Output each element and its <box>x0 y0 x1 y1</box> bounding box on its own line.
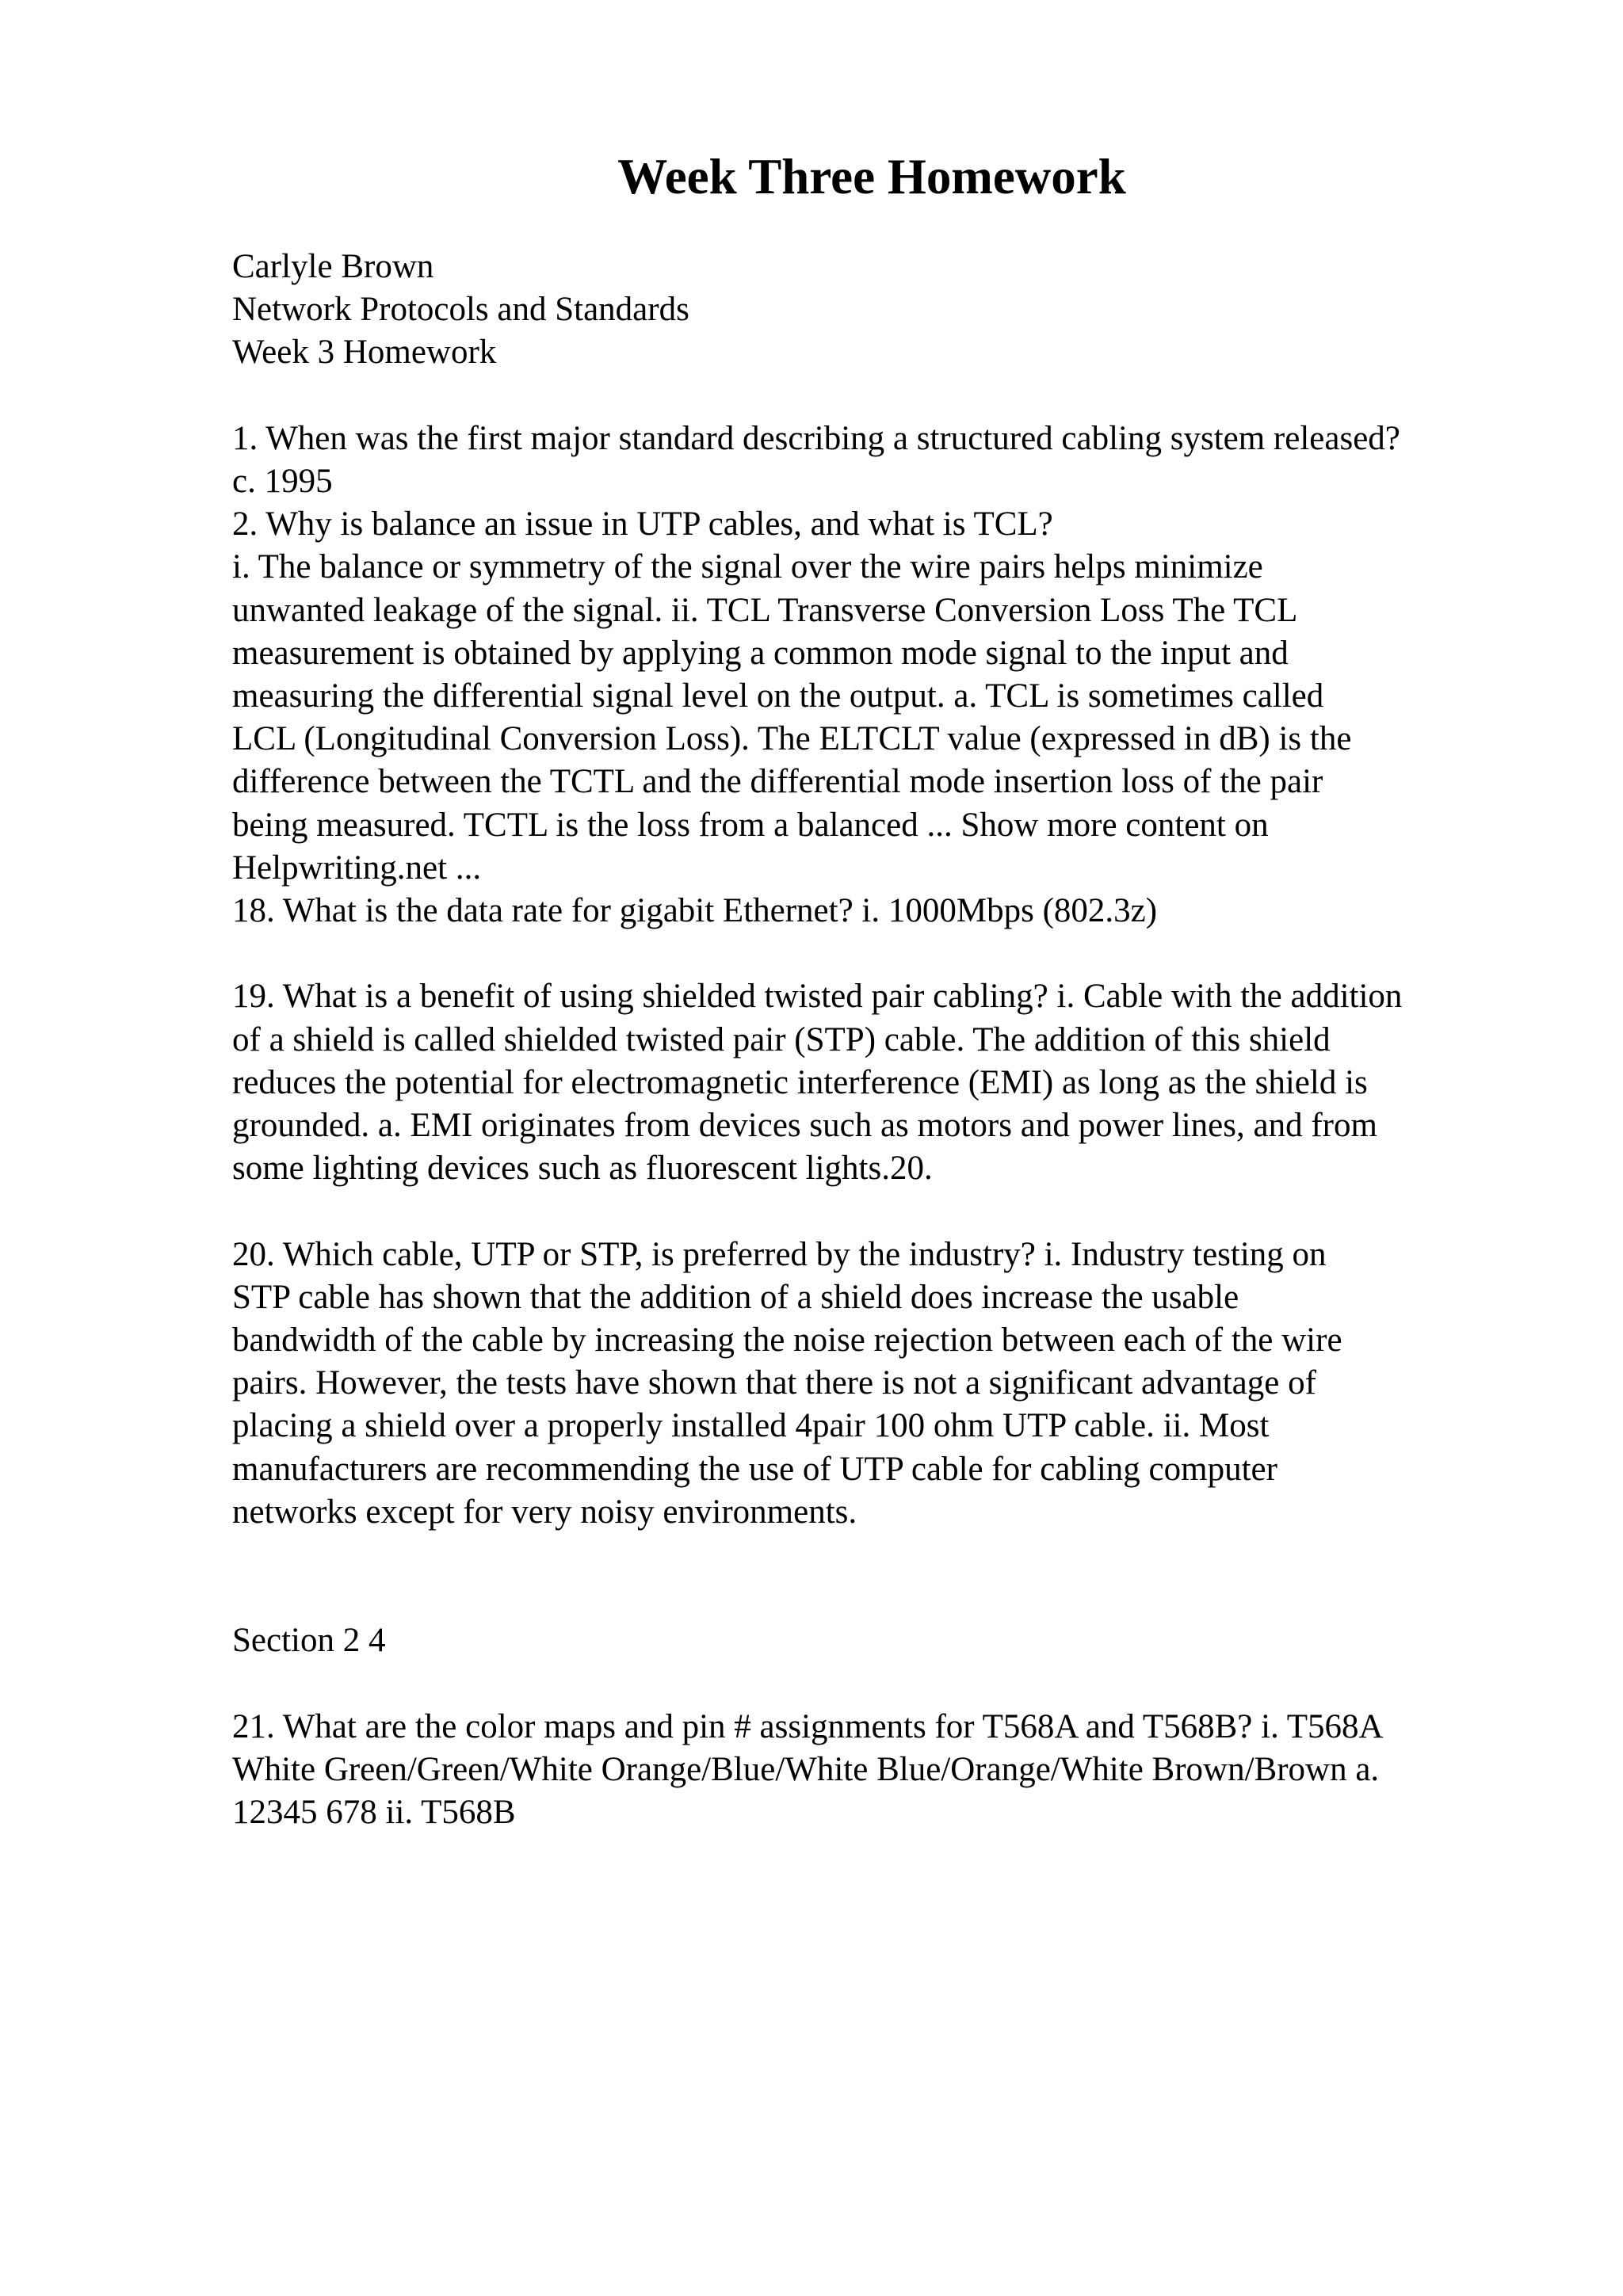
text-line: White Green/Green/White Orange/Blue/White Blue/Orange/White Brown/Brown a. <box>232 1751 1380 1789</box>
text-line: being measured. TCTL is the loss from a balanced ... Show more content on <box>232 806 1269 844</box>
text-line: some lighting devices such as fluorescent lights.20. <box>232 1150 933 1188</box>
text-line: Helpwriting.net ... <box>232 849 482 887</box>
text-line: bandwidth of the cable by increasing the noise rejection between each of the wire <box>232 1322 1342 1360</box>
text-line: 1. When was the first major standard describing a structured cabling system released? <box>232 419 1400 457</box>
text-line: difference between the TCTL and the differential mode insertion loss of the pair <box>232 763 1323 801</box>
text-line: placing a shield over a properly installed 4pair 100 ohm UTP cable. ii. Most <box>232 1407 1270 1445</box>
spacer <box>232 1190 1516 1233</box>
text-line: 19. What is a benefit of using shielded twisted pair cabling? i. Cable with the addition <box>232 978 1403 1016</box>
text-line: measuring the differential signal level on the output. a. TCL is sometimes called <box>232 677 1324 715</box>
text-line: 21. What are the color maps and pin # assignments for T568A and T568B? i. T568A <box>232 1707 1384 1745</box>
text-line: networks except for very noisy environments. <box>232 1493 857 1531</box>
spacer <box>232 1534 1516 1577</box>
text-line: pairs. However, the tests have shown that there is not a significant advantage of <box>232 1364 1316 1402</box>
text-line: measurement is obtained by applying a common mode signal to the input and <box>232 634 1289 672</box>
text-line: 12345 678 ii. T568B <box>232 1794 516 1832</box>
text-line: of a shield is called shielded twisted pair (STP) cable. The addition of this shield <box>232 1020 1331 1058</box>
document-title: Week Three Homework <box>617 149 1126 204</box>
text-line: 20. Which cable, UTP or STP, is preferred by the industry? i. Industry testing on <box>232 1235 1327 1273</box>
assignment-name: Week 3 Homework <box>232 334 497 372</box>
text-line: reduces the potential for electromagnetic interference (EMI) as long as the shield is <box>232 1063 1368 1101</box>
author-name: Carlyle Brown <box>232 248 434 285</box>
spacer <box>232 1577 1516 1619</box>
text-line: c. 1995 <box>232 463 333 500</box>
text-line: unwanted leakage of the signal. ii. TCL Transverse Conversion Loss The TCL <box>232 591 1298 629</box>
text-line: STP cable has shown that the addition of a shield does increase the usable <box>232 1278 1239 1316</box>
text-line: 2. Why is balance an issue in UTP cables, and what is TCL? <box>232 505 1053 543</box>
spacer <box>232 1663 1516 1706</box>
text-line: i. The balance or symmetry of the signal over the wire pairs helps minimize <box>232 548 1263 586</box>
text-line: manufacturers are recommending the use of UTP cable for cabling computer <box>232 1450 1277 1488</box>
text-line: grounded. a. EMI originates from devices such as motors and power lines, and from <box>232 1107 1377 1145</box>
document-body <box>232 246 1516 1834</box>
text-line: 18. What is the data rate for gigabit Ethernet? i. 1000Mbps (802.3z) <box>232 892 1158 930</box>
course-name: Network Protocols and Standards <box>232 291 689 329</box>
spacer <box>232 375 1516 418</box>
section-heading: Section 2 4 <box>232 1622 386 1660</box>
spacer <box>232 933 1516 975</box>
text-line: LCL (Longitudinal Conversion Loss). The ELTCLT value (expressed in dB) is the <box>232 720 1352 758</box>
